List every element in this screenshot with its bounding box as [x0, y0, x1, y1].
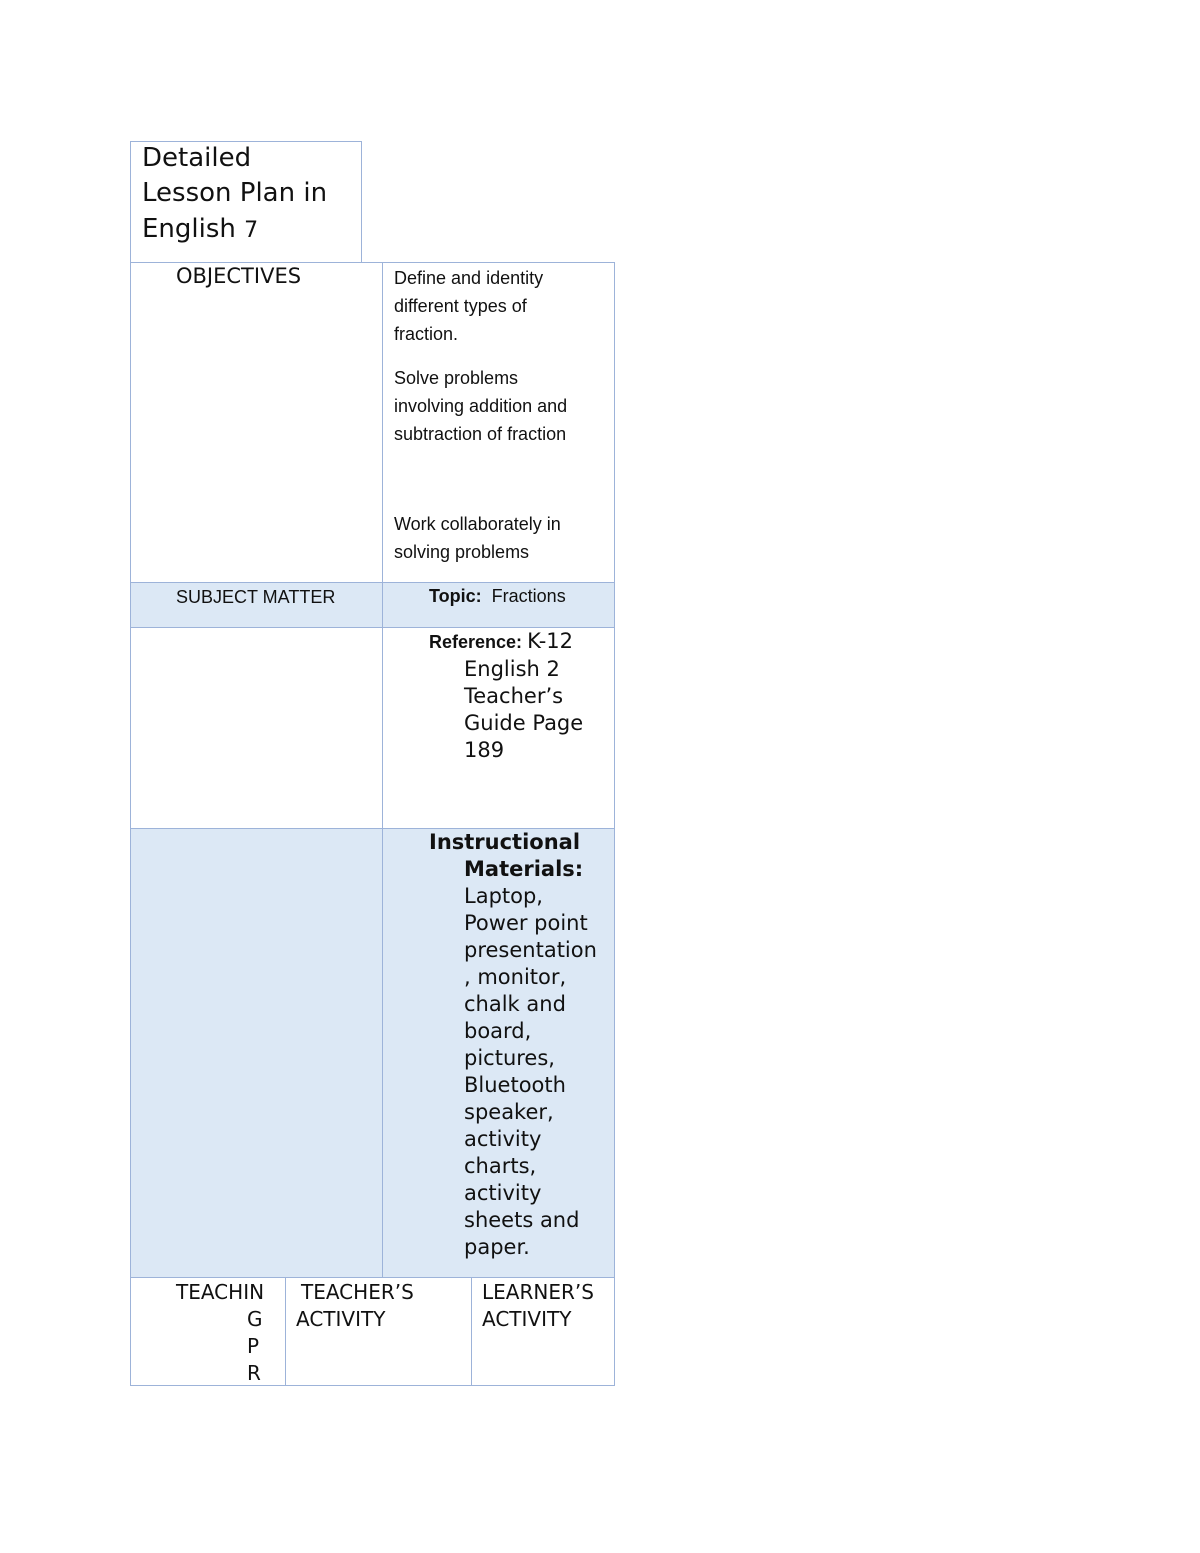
materials-line: board, [464, 1019, 532, 1043]
teaching-header-line: R [247, 1361, 261, 1385]
materials-line: chalk and [464, 992, 566, 1016]
objective-item [394, 364, 567, 448]
learners-activity-header [482, 1279, 594, 1333]
materials-line: Power point [464, 911, 588, 935]
materials-line: activity [464, 1181, 542, 1205]
topic [429, 586, 566, 607]
learners-activity-line: LEARNER’S [482, 1280, 594, 1304]
materials-line: , monitor, [464, 965, 567, 989]
objective-line: involving addition and [394, 396, 568, 416]
title-grade: 7 [244, 218, 259, 243]
teaching-procedure-header [131, 1279, 285, 1387]
reference-line: English 2 [464, 657, 560, 681]
reference-line: 189 [464, 738, 505, 762]
objective-line: fraction. [394, 324, 459, 344]
teaching-header-line: G [247, 1307, 263, 1331]
teaching-header-line: TEACHIN [176, 1280, 265, 1304]
reference-line: Teacher’s [464, 684, 564, 708]
learners-activity-line: ACTIVITY [482, 1307, 572, 1331]
reference [429, 628, 583, 764]
topic-value: Fractions [491, 586, 566, 606]
materials-line: activity [464, 1127, 542, 1151]
title-subject: English [142, 214, 236, 244]
topic-label: Topic: [429, 586, 482, 606]
materials-line: presentation [464, 938, 597, 962]
objective-line: subtraction of fraction [394, 424, 567, 444]
objective-line: different types of [394, 296, 527, 316]
subject-matter-label: SUBJECT MATTER [176, 587, 336, 607]
materials-line: Laptop, [464, 884, 543, 908]
objective-line: Work collaborately in [394, 514, 561, 534]
teachers-activity-header [296, 1279, 414, 1333]
reference-line: K-12 [527, 629, 574, 653]
materials-line: pictures, [464, 1046, 555, 1070]
objectives-label: OBJECTIVES [176, 264, 302, 288]
materials-line: charts, [464, 1154, 537, 1178]
instructional-materials [429, 829, 597, 1261]
reference-label: Reference: [429, 632, 523, 652]
materials-line: paper. [464, 1235, 530, 1259]
objective-line: solving problems [394, 542, 530, 562]
title-line-1: Detailed [142, 143, 252, 173]
lesson-title [142, 141, 327, 248]
objective-item [394, 510, 561, 566]
objective-line: Define and identity [394, 268, 544, 288]
materials-line: sheets and [464, 1208, 580, 1232]
materials-line: Bluetooth [464, 1073, 566, 1097]
objective-item [394, 264, 543, 348]
materials-label-line-2: Materials: [464, 857, 584, 881]
title-line-2: Lesson Plan in [142, 178, 328, 208]
teaching-header-line: P [247, 1334, 260, 1358]
reference-line: Guide Page [464, 711, 584, 735]
materials-line: speaker, [464, 1100, 554, 1124]
materials-label-line-1: Instructional [429, 830, 581, 854]
teachers-activity-line: TEACHER’S [301, 1280, 414, 1304]
objective-line: Solve problems [394, 368, 519, 388]
teachers-activity-line: ACTIVITY [296, 1307, 386, 1331]
title-line-3 [142, 212, 327, 248]
